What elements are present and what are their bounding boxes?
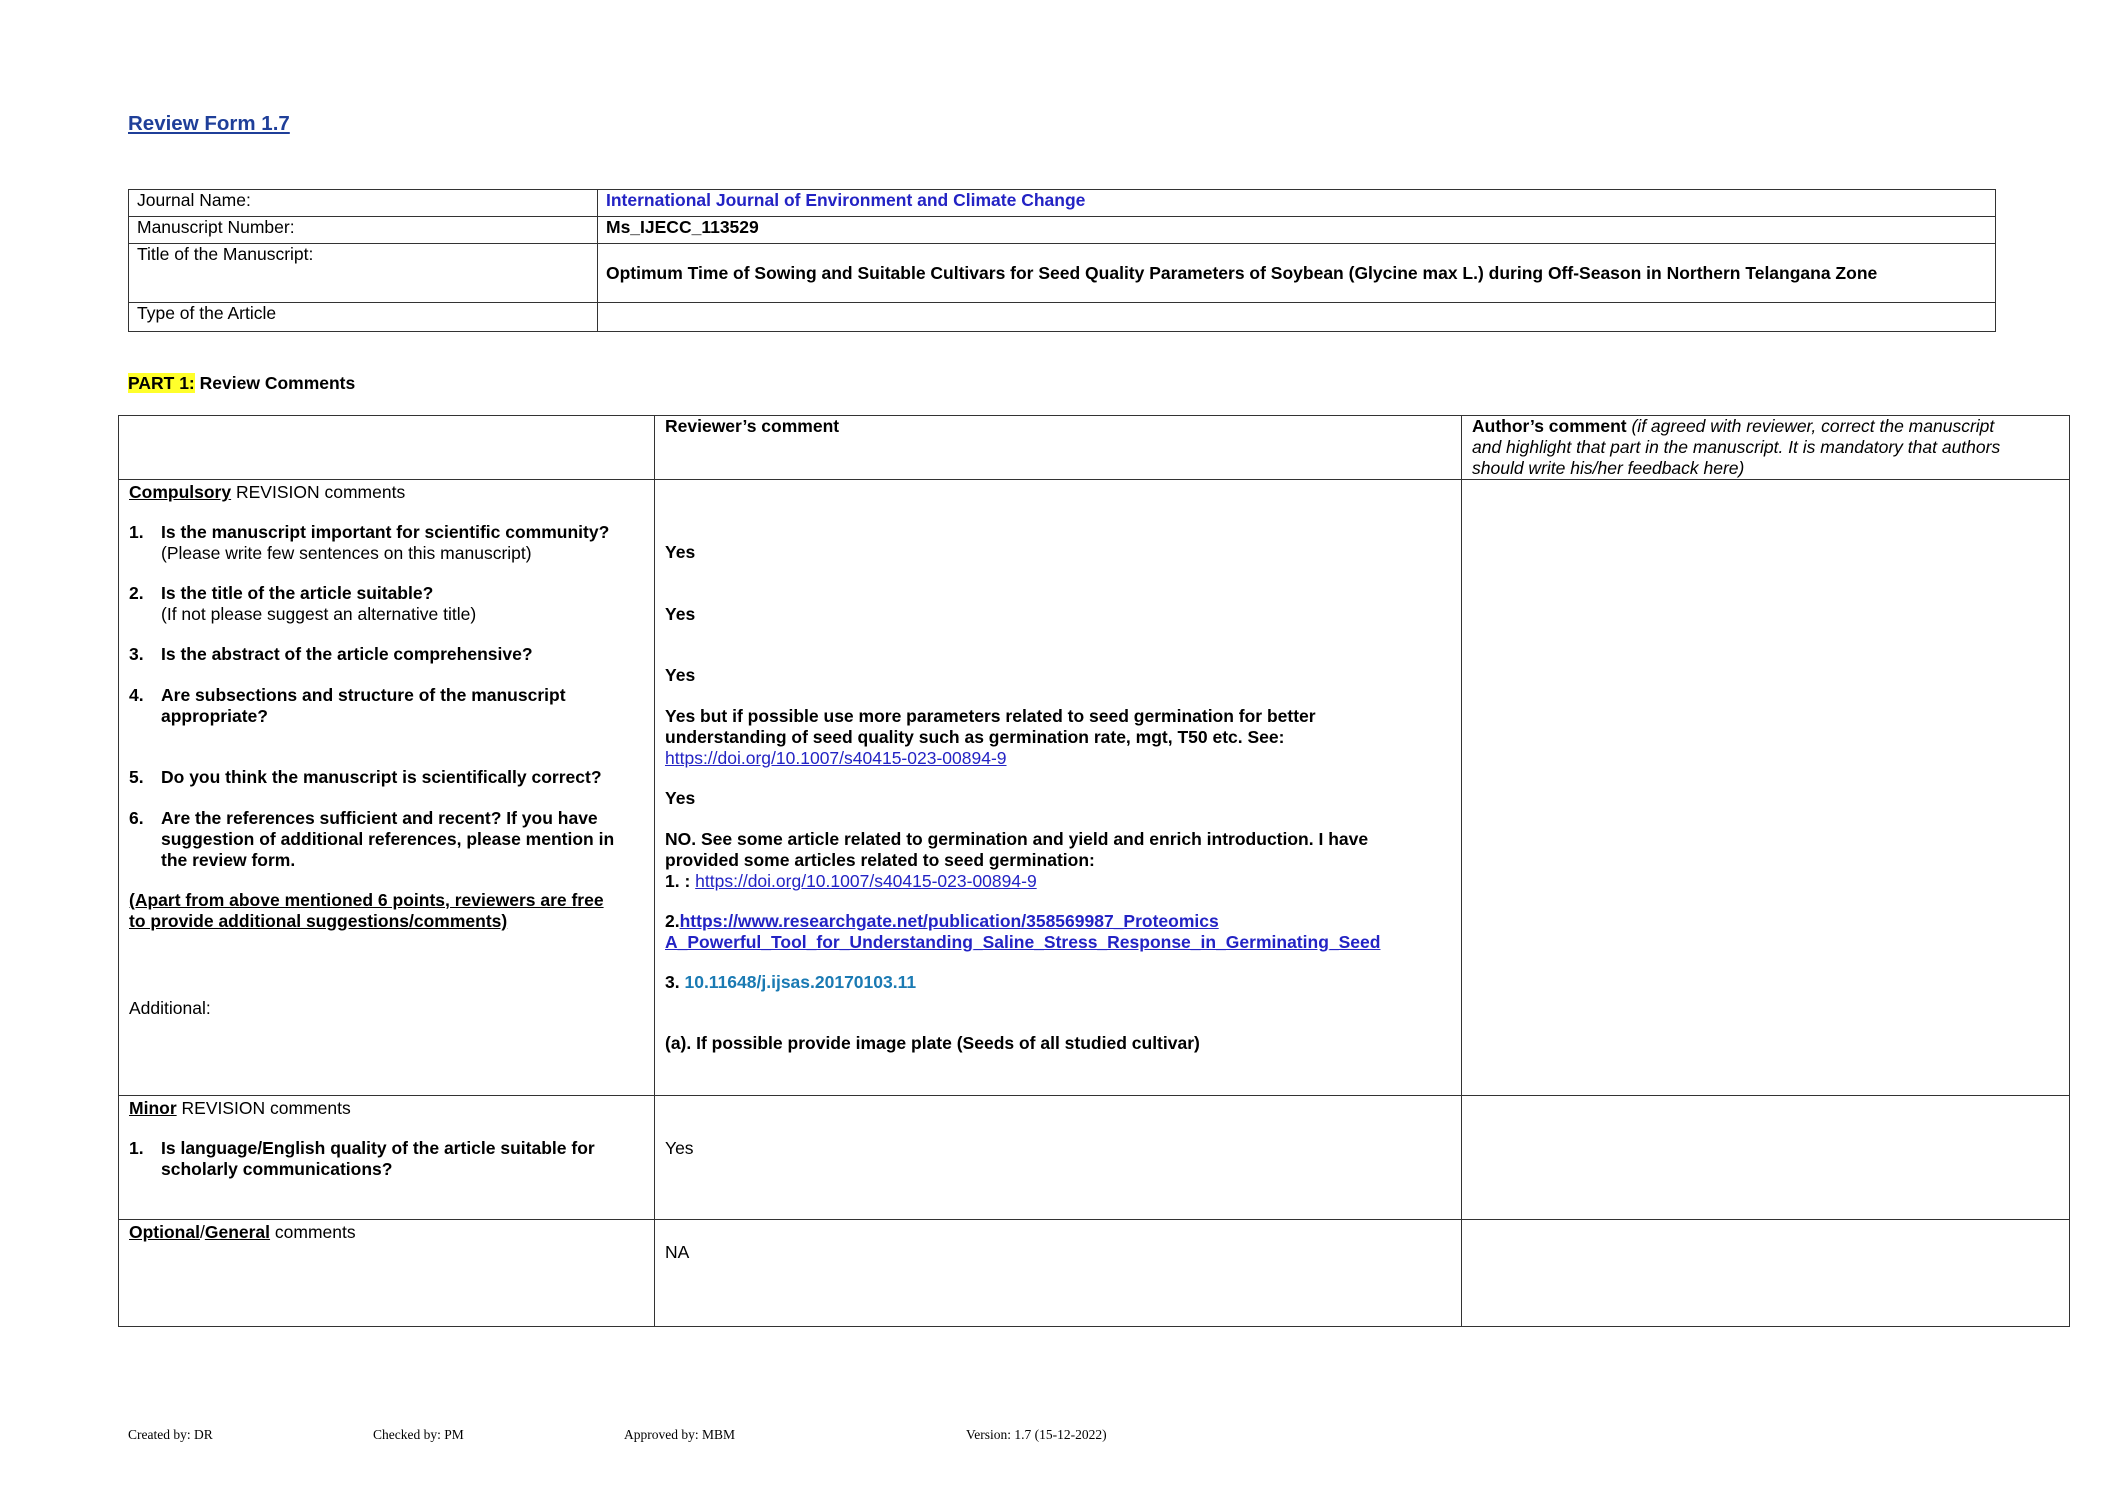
optional-answer: NA: [665, 1242, 690, 1262]
compulsory-questions-cell: [119, 480, 655, 1096]
author-minor-cell: [1462, 1096, 2070, 1220]
journal-value: International Journal of Environment and Climate Change: [606, 190, 1086, 210]
part-1-heading: [128, 373, 355, 394]
footer-created-by: Created by: DR: [128, 1427, 213, 1442]
answer-4-doi-link[interactable]: https://doi.org/10.1007/s40415-023-00894-9: [665, 748, 1007, 768]
optional-heading: Optional/General comments: [129, 1222, 356, 1242]
manuscript-number-value: Ms_IJECC_113529: [606, 217, 759, 237]
answer-1: Yes: [665, 542, 696, 562]
answer-3: Yes: [665, 665, 696, 685]
article-type-value: [598, 303, 1996, 332]
answer-6: NO. See some article related to germination and yield and enrich introduction. I have provided some articles related to seed germination: 1. : https://doi.org/10.1007/s40415-023-00894-9: [665, 829, 1369, 891]
optional-answer-cell: [655, 1220, 1462, 1327]
footer-version: Version: 1.7 (15-12-2022): [966, 1427, 1107, 1442]
article-type-label: Type of the Article: [129, 303, 598, 332]
answer-4: Yes but if possible use more parameters related to seed germination for better understanding of seed quality such as germination rate, mgt, T50 etc. See: https://doi.org/10.1007/s40415-023-00894-9: [665, 706, 1316, 768]
manuscript-title-label: Title of the Manuscript:: [129, 244, 598, 303]
journal-label: Journal Name:: [129, 190, 598, 217]
author-optional-cell: [1462, 1220, 2070, 1327]
additional-label: Additional:: [129, 998, 211, 1018]
manuscript-info-table: [128, 189, 1996, 332]
question-2: 2. Is the title of the article suitable? (If not please suggest an alternative title): [129, 583, 477, 624]
reference-1-link[interactable]: https://doi.org/10.1007/s40415-023-00894-9: [695, 871, 1037, 891]
minor-questions-cell: [119, 1096, 655, 1220]
minor-answer: Yes: [665, 1138, 694, 1158]
additional-answer: (a). If possible provide image plate (Seeds of all studied cultivar): [665, 1033, 1200, 1053]
minor-answer-cell: [655, 1096, 1462, 1220]
review-comments-table: [118, 415, 2070, 1327]
reference-3: 3. 10.11648/j.ijsas.20170103.11: [665, 972, 917, 992]
manuscript-number-label: Manuscript Number:: [129, 217, 598, 244]
reference-2-link[interactable]: https://www.researchgate.net/publication/358569987_Proteomics: [679, 911, 1219, 931]
optional-questions-cell: [119, 1220, 655, 1327]
header-blank-cell: [119, 416, 655, 480]
author-compulsory-cell: [1462, 480, 2070, 1096]
question-3: 3. Is the abstract of the article comprehensive?: [129, 644, 533, 664]
reference-2: 2.https://www.researchgate.net/publication/358569987_Proteomics A_Powerful_Tool_for_Understanding_Saline_Stress_Response_in_Germinating_Seed: [665, 911, 1381, 952]
reference-3-doi[interactable]: 10.11648/j.ijsas.20170103.11: [684, 972, 917, 992]
form-title: Review Form 1.7: [128, 112, 290, 135]
reviewer-comment-header: Reviewer’s comment: [655, 416, 1462, 480]
question-5: 5. Do you think the manuscript is scientifically correct?: [129, 767, 602, 787]
question-4: 4. Are subsections and structure of the manuscript appropriate?: [129, 685, 566, 726]
question-6: 6. Are the references sufficient and recent? If you have suggestion of additional references, please mention in the review form.: [129, 808, 615, 870]
apart-from-note: (Apart from above mentioned 6 points, reviewers are free to provide additional suggestions/comments): [129, 890, 604, 931]
part-1-title: Review Comments: [199, 373, 356, 393]
minor-question-1: 1. Is language/English quality of the article suitable for scholarly communications?: [129, 1138, 595, 1179]
compulsory-heading: Compulsory REVISION comments: [129, 482, 406, 502]
minor-heading: Minor REVISION comments: [129, 1098, 351, 1118]
answer-5: Yes: [665, 788, 696, 808]
part-1-label: PART 1:: [128, 373, 195, 393]
answer-2: Yes: [665, 604, 696, 624]
question-1: 1. Is the manuscript important for scientific community? (Please write few sentences on this manuscript): [129, 522, 610, 563]
author-comment-header: Author’s comment (if agreed with reviewer, correct the manuscript and highlight that part in the manuscript. It is mandatory that authors should write his/her feedback here): [1462, 416, 2070, 480]
reference-2-link-cont[interactable]: A_Powerful_Tool_for_Understanding_Saline_Stress_Response_in_Germinating_Seed: [665, 932, 1381, 952]
footer-checked-by: Checked by: PM: [373, 1427, 464, 1442]
reviewer-answers-cell: [655, 480, 1462, 1096]
footer-approved-by: Approved by: MBM: [624, 1427, 735, 1442]
manuscript-title-value: Optimum Time of Sowing and Suitable Cultivars for Seed Quality Parameters of Soybean (Glycine max L.) during Off-Season in Northern Telangana Zone: [606, 262, 1878, 283]
